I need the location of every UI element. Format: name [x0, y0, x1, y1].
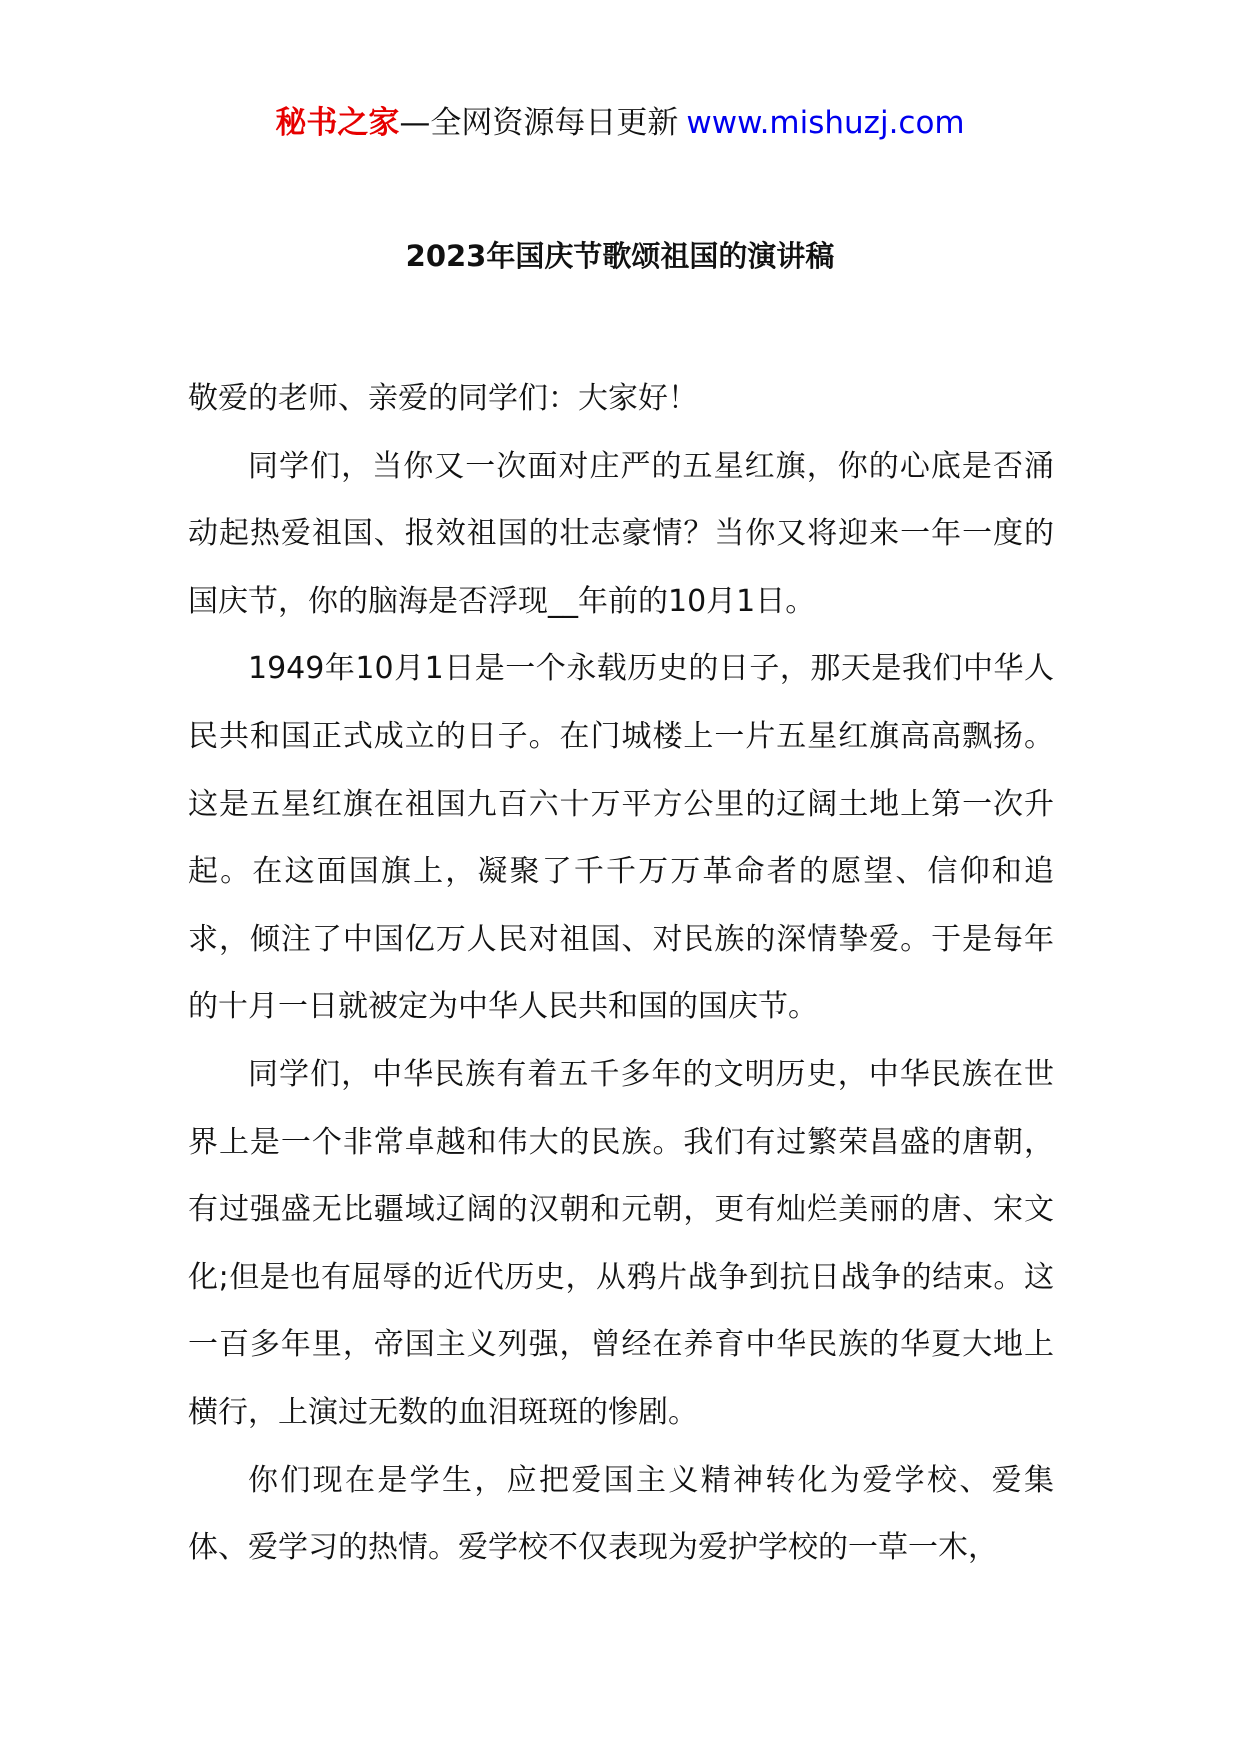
header-tagline: —全网资源每日更新 — [399, 105, 679, 141]
paragraph: 1949年10月1日是一个永载历史的日子，那天是我们中华人民共和国正式成立的日子。在门城楼上一片五星红旗高高飘扬。这是五星红旗在祖国九百六十万平方公里的辽阔土地上第一次升起。在这面国旗上，凝聚了千千万万革命者的愿望、信仰和追求，倾注了中国亿万人民对祖国、对民族的深情挚爱。于是每年的十月一日就被定为中华人民共和国的国庆节。 — [188, 651, 1054, 1025]
paragraph: 你们现在是学生，应把爱国主义精神转化为爱学校、爱集体、爱学习的热情。爱学校不仅表现为爱护学校的一草一木， — [188, 1462, 1054, 1566]
brand-name: 秘书之家 — [275, 105, 400, 141]
site-header — [0, 100, 1240, 146]
paragraph: 同学们，当你又一次面对庄严的五星红旗，你的心底是否涌动起热爱祖国、报效祖国的壮志豪情？当你又将迎来一年一度的国庆节，你的脑海是否浮现__年前的10月1日。 — [188, 448, 1054, 619]
document-title: 2023年国庆节歌颂祖国的演讲稿 — [405, 239, 835, 273]
document-body — [188, 365, 1054, 1582]
salutation: 敬爱的老师、亲爱的同学们：大家好！ — [188, 381, 698, 416]
site-url-link[interactable]: www.mishuzj.com — [686, 105, 965, 141]
paragraph: 同学们，中华民族有着五千多年的文明历史，中华民族在世界上是一个非常卓越和伟大的民族。我们有过繁荣昌盛的唐朝，有过强盛无比疆域辽阔的汉朝和元朝，更有灿烂美丽的唐、宋文化;但是也有屈辱的近代历史，从鸦片战争到抗日战争的结束。这一百多年里，帝国主义列强，曾经在养育中华民族的华夏大地上横行，上演过无数的血泪斑斑的惨剧。 — [188, 1056, 1054, 1430]
